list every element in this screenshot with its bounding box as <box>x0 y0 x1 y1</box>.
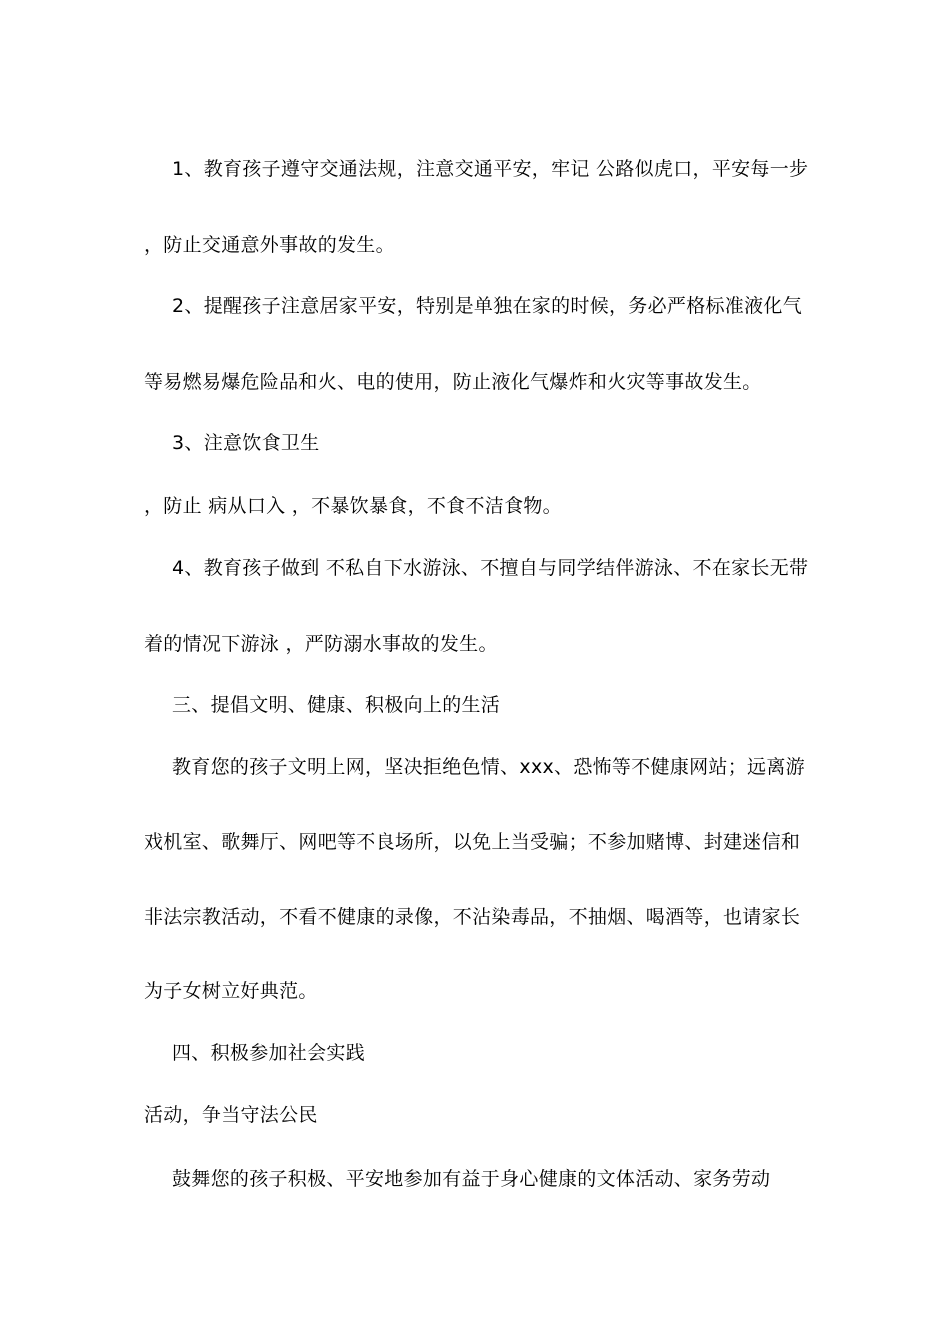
paragraph-line: 非法宗教活动，不看不健康的录像，不沾染毒品，不抽烟、喝酒等，也请家长 <box>144 906 801 928</box>
section-heading: 四、积极参加社会实践 <box>172 1042 366 1064</box>
section-heading: 三、提倡文明、健康、积极向上的生活 <box>172 694 501 716</box>
paragraph-line: 为子女树立好典范。 <box>144 980 318 1002</box>
paragraph-line: 教育您的孩子文明上网，坚决拒绝色情、xxx、恐怖等不健康网站；远离游 <box>172 756 805 778</box>
paragraph-line: 着的情况下游泳 ，严防溺水事故的发生。 <box>144 633 498 655</box>
paragraph-line: 3、注意饮食卫生 <box>172 432 320 454</box>
paragraph-line: ，防止 病从口入 ，不暴饮暴食，不食不洁食物。 <box>144 495 562 517</box>
paragraph-line: ，防止交通意外事故的发生。 <box>144 234 395 256</box>
paragraph-line: 等易燃易爆危险品和火、电的使用，防止液化气爆炸和火灾等事故发生。 <box>144 371 762 393</box>
paragraph-line: 鼓舞您的孩子积极、平安地参加有益于身心健康的文体活动、家务劳动 <box>172 1168 771 1190</box>
paragraph-line: 戏机室、歌舞厅、网吧等不良场所，以免上当受骗；不参加赌博、封建迷信和 <box>144 831 801 853</box>
paragraph-line: 4、教育孩子做到 不私自下水游泳、不擅自与同学结伴游泳、不在家长无带 <box>172 557 809 579</box>
paragraph-line: 1、教育孩子遵守交通法规，注意交通平安，牢记 公路似虎口，平安每一步 <box>172 158 809 180</box>
section-heading-continuation: 活动，争当守法公民 <box>144 1104 318 1126</box>
paragraph-line: 2、提醒孩子注意居家平安，特别是单独在家的时候，务必严格标准液化气 <box>172 295 802 317</box>
